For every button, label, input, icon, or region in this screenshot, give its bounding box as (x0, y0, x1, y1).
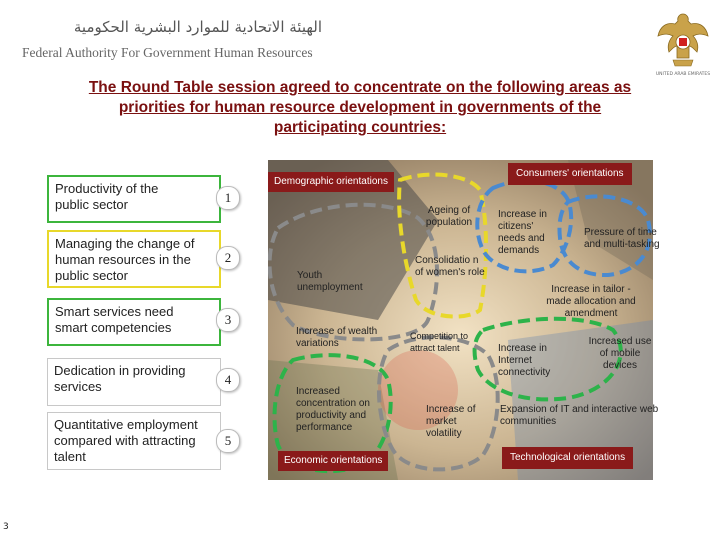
market-volatility-label: Increase of market volatility (426, 404, 476, 439)
priority-area-label: Smart services need smart competencies (55, 304, 174, 335)
productivity-concentration-label: Increased concentration on productivity and performance (296, 386, 370, 433)
authority-name-english: Federal Authority For Government Human Resources (22, 45, 313, 60)
uae-emblem-icon (655, 6, 711, 76)
priority-area-label: Dedication in providing services (54, 363, 186, 394)
priority-number-4: 4 (216, 368, 240, 392)
authority-name-arabic: الهيئة الاتحادية للموارد البشرية الحكومية (73, 18, 322, 36)
priority-area-5 (47, 412, 221, 470)
tailor-made-label: Increase in tailor -made allocation and amendment (546, 284, 636, 319)
consumers-orientations-label: Consumers' orientations (508, 163, 632, 185)
emblem-caption: UNITED ARAB EMIRATES (655, 72, 711, 77)
priority-number-5: 5 (216, 429, 240, 453)
youth-unemployment-label: Youth unemployment (297, 270, 363, 293)
womens-role-label: Consolidatio n of women's role (415, 255, 485, 278)
title-line: priorities for human resource development in governments of the (118, 99, 602, 116)
priority-area-2 (47, 230, 221, 288)
priority-area-label: Quantitative employment compared with attracting talent (54, 417, 198, 464)
internet-connectivity-label: Increase in Internet connectivity (498, 343, 551, 378)
competition-talent-label: Competition to attract talent (410, 331, 469, 353)
page-title (40, 78, 680, 138)
priority-area-3 (47, 298, 221, 346)
mobile-devices-label: Increased use of mobile devices (588, 336, 652, 371)
priority-area-label: Managing the change of human resources in the public sector (55, 236, 195, 283)
priority-area-1 (47, 175, 221, 223)
pressure-of-time-label: Pressure of time and multi-tasking (584, 227, 660, 250)
economic-orientations-label: Economic orientations (278, 451, 388, 471)
priority-area-4 (47, 358, 221, 406)
it-expansion-label: Expansion of IT and interactive web communities (500, 404, 659, 427)
demographic-orientations-label: Demographic orientations (268, 172, 394, 192)
page-number: 3 (3, 522, 9, 532)
title-line: participating countries: (273, 119, 447, 136)
wealth-variations-label: Increase of wealth variations (296, 326, 378, 349)
ageing-population-label: Ageing of population (425, 205, 473, 228)
technological-orientations-label: Technological orientations (502, 447, 633, 469)
priority-number-1: 1 (216, 186, 240, 210)
citizens-needs-label: Increase in citizens' needs and demands (498, 209, 547, 256)
priority-area-label: Productivity of the public sector (55, 181, 159, 212)
priority-number-3: 3 (216, 308, 240, 332)
title-line: The Round Table session agreed to concentrate on the following areas as (88, 79, 632, 96)
priority-number-2: 2 (216, 246, 240, 270)
